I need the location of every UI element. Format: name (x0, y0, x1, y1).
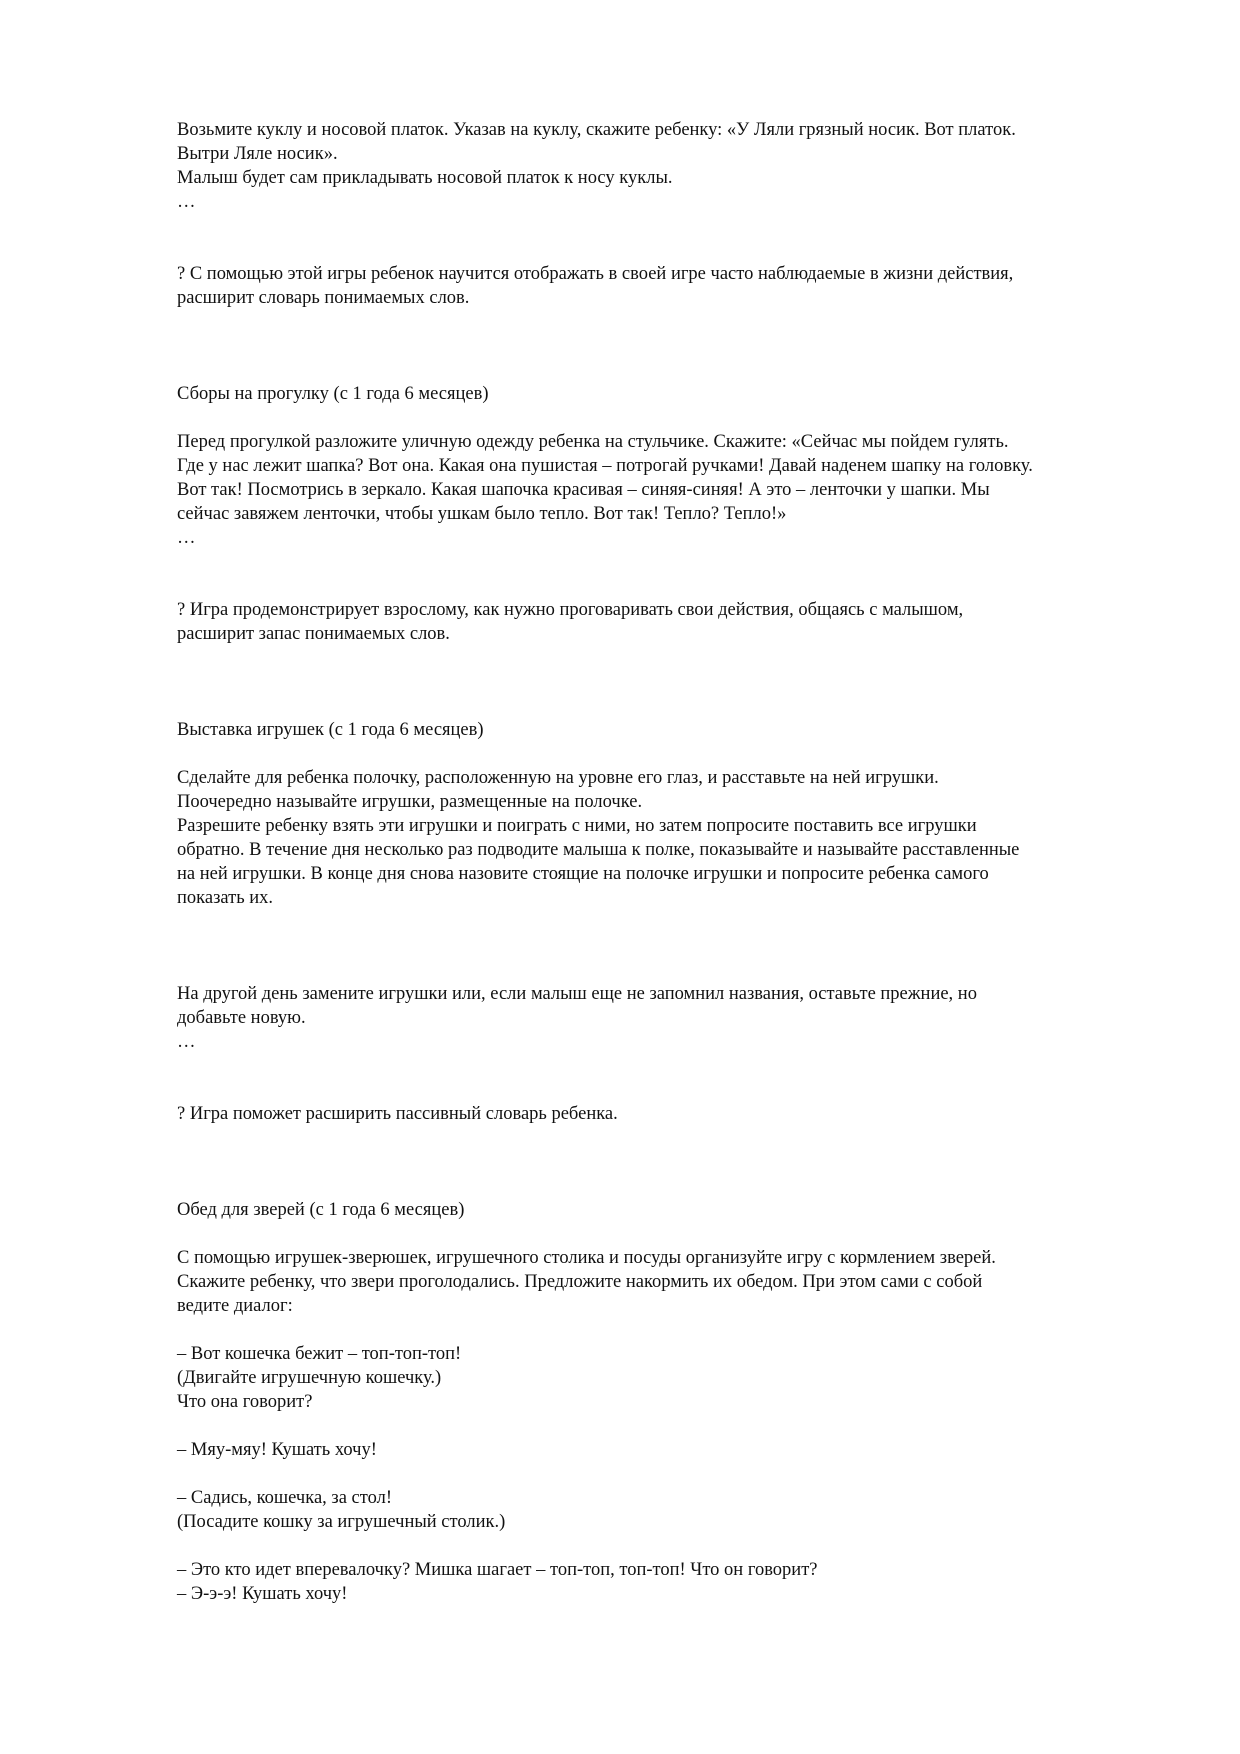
text-line: добавьте новую. (177, 1008, 306, 1028)
text-line: на ней игрушки. В конце дня снова назовите стоящие на полочке игрушки и попросите ребенка самого (177, 864, 989, 884)
text-line: расширит словарь понимаемых слов. (177, 288, 470, 308)
text-line: Вытри Ляле носик». (177, 144, 338, 164)
text-line: ? Игра продемонстрирует взрослому, как нужно проговаривать свои действия, общаясь с малышом, (177, 600, 964, 620)
text-line: Поочередно называйте игрушки, размещенные на полочке. (177, 792, 643, 812)
text-line: ? Игра поможет расширить пассивный словарь ребенка. (177, 1104, 618, 1124)
text-line: Скажите ребенку, что звери проголодались. Предложите накормить их обедом. При этом сами с собой (177, 1272, 983, 1292)
text-line: Сделайте для ребенка полочку, расположенную на уровне его глаз, и расставьте на ней игрушки. (177, 768, 939, 788)
stage-direction: (Двигайте игрушечную кошечку.) (177, 1368, 442, 1388)
text-line: сейчас завяжем ленточки, чтобы ушкам было тепло. Вот так! Тепло? Тепло!» (177, 504, 787, 524)
section-heading: Обед для зверей (с 1 года 6 месяцев) (177, 1200, 465, 1220)
text-line: Возьмите куклу и носовой платок. Указав на куклу, скажите ребенку: «У Ляли грязный носик. Вот платок. (177, 120, 1016, 140)
text-line: С помощью игрушек-зверюшек, игрушечного столика и посуды организуйте игру с кормлением зверей. (177, 1248, 996, 1268)
section-heading: Выставка игрушек (с 1 года 6 месяцев) (177, 720, 484, 740)
dialogue-line: – Садись, кошечка, за стол! (177, 1488, 392, 1508)
text-line: ведите диалог: (177, 1296, 293, 1316)
text-line: ? С помощью этой игры ребенок научится отображать в своей игре часто наблюдаемые в жизни действия, (177, 264, 1014, 284)
text-line: Малыш будет сам прикладывать носовой платок к носу куклы. (177, 168, 673, 188)
stage-direction: (Посадите кошку за игрушечный столик.) (177, 1512, 506, 1532)
text-line: показать их. (177, 888, 274, 908)
ellipsis-line: … (177, 528, 196, 548)
dialogue-line: – Э-э-э! Кушать хочу! (177, 1584, 348, 1604)
dialogue-line: – Мяу-мяу! Кушать хочу! (177, 1440, 377, 1460)
text-line: Перед прогулкой разложите уличную одежду ребенка на стульчике. Скажите: «Сейчас мы пойдем гулять. (177, 432, 1009, 452)
text-line: Что она говорит? (177, 1392, 313, 1412)
text-line: Вот так! Посмотрись в зеркало. Какая шапочка красивая – синяя-синяя! А это – ленточки у шапки. Мы (177, 480, 990, 500)
ellipsis-line: … (177, 1032, 196, 1052)
text-line: Где у нас лежит шапка? Вот она. Какая она пушистая – потрогай ручками! Давай наденем шапку на головку. (177, 456, 1033, 476)
dialogue-line: – Вот кошечка бежит – топ-топ-топ! (177, 1344, 462, 1364)
section-heading: Сборы на прогулку (с 1 года 6 месяцев) (177, 384, 489, 404)
dialogue-line: – Это кто идет вперевалочку? Мишка шагает – топ-топ, топ-топ! Что он говорит? (177, 1560, 818, 1580)
text-line: Разрешите ребенку взять эти игрушки и поиграть с ними, но затем попросите поставить все игрушки (177, 816, 977, 836)
text-line: расширит запас понимаемых слов. (177, 624, 450, 644)
ellipsis-line: … (177, 192, 196, 212)
text-line: На другой день замените игрушки или, если малыш еще не запомнил названия, оставьте прежние, но (177, 984, 977, 1004)
text-line: обратно. В течение дня несколько раз подводите малыша к полке, показывайте и называйте расставленные (177, 840, 1020, 860)
